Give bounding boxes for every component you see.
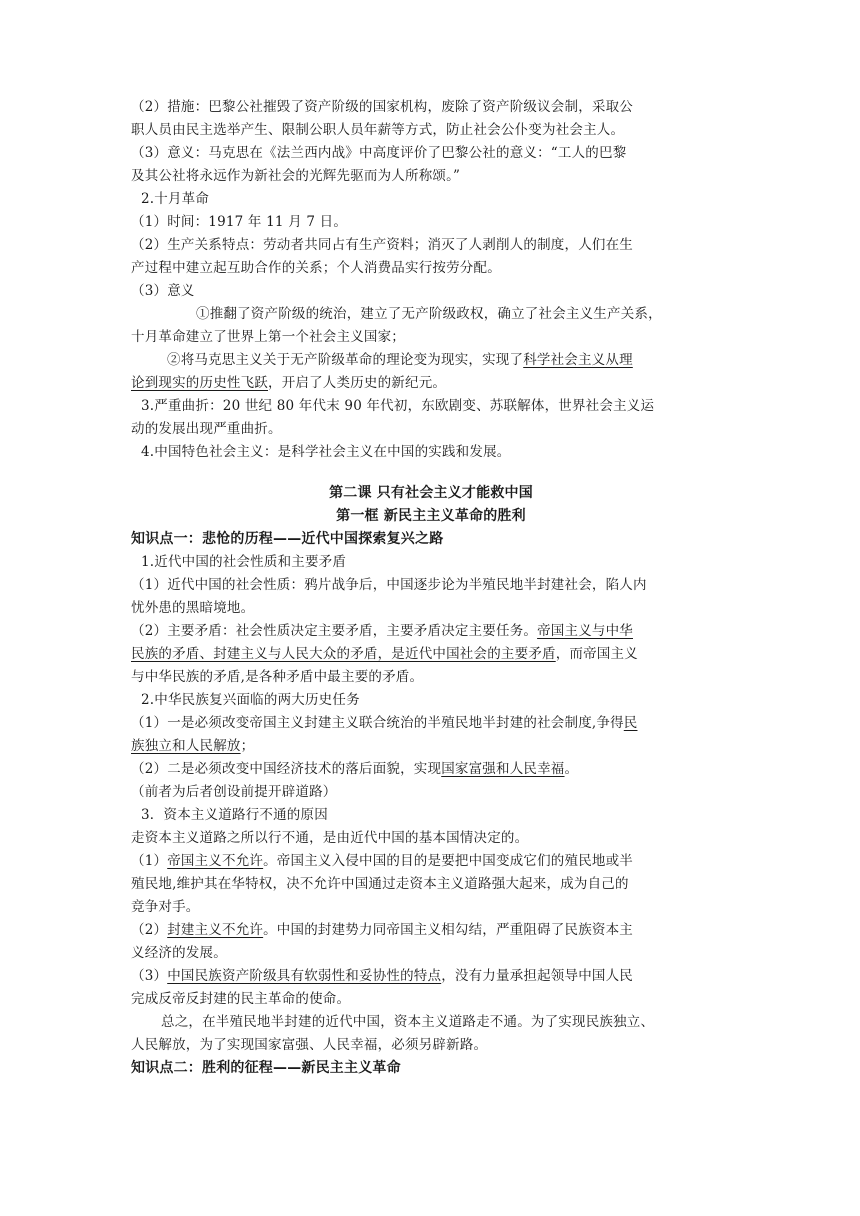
text-line: （3）中国民族资产阶级具有软弱性和妥协性的特点，没有力量承担起领导中国人民 [131, 968, 634, 984]
summary-line: 总之，在半殖民地半封建的近代中国，资本主义道路走不通。为了实现民族独立、 [161, 1014, 655, 1030]
frame-title: 第一框 新民主主义革命的胜利 [336, 508, 526, 524]
lesson-title: 第二课 只有社会主义才能救中国 [329, 485, 533, 501]
text-line: （2）二是必须改变中国经济技术的落后面貌，实现国家富强和人民幸福。 [131, 761, 579, 777]
section-heading: 3．资本主义道路行不通的原因 [141, 807, 328, 823]
text-line: 动的发展出现严重曲折。 [131, 421, 282, 437]
text-line: （2）生产关系特点：劳动者共同占有生产资料；消灭了人剥削人的制度，人们在生 [131, 237, 633, 253]
underlined-key-phrase: 封建主义不允许 [167, 922, 264, 938]
section-heading: 2.十月革命 [141, 191, 210, 207]
underlined-key-phrase: 帝国主义不允许 [167, 853, 264, 869]
text-line: 走资本主义道路之所以行不通，是由近代中国的基本国情决定的。 [131, 830, 529, 846]
summary-line: 人民解放，为了实现国家富强、人民幸福，必须另辟新路。 [131, 1037, 488, 1053]
text-line: 忧外患的黑暗境地。 [131, 600, 255, 616]
knowledge-point-heading: 知识点一：悲怆的历程——近代中国探索复兴之路 [131, 531, 444, 547]
text-line: （2）封建主义不允许。中国的封建势力同帝国主义相勾结，严重阻碍了民族资本主 [131, 922, 634, 938]
underlined-key-phrase: 科学社会主义从理 [523, 352, 633, 368]
underlined-key-phrase: 国家富强和人民幸福 [441, 761, 565, 777]
text-line: 十月革命建立了世界上第一个社会主义国家； [131, 329, 405, 345]
text-line: 产过程中建立起互助合作的关系；个人消费品实行按劳分配。 [131, 260, 501, 276]
text-line: ①推翻了资产阶级的统治，建立了无产阶级政权，确立了社会主义生产关系， [196, 306, 662, 322]
text-line: 与中华民族的矛盾,是各种矛盾中最主要的矛盾。 [131, 669, 424, 685]
underlined-key-phrase: 帝国主义与中华 [537, 623, 633, 639]
text-line: 殖民地,维护其在华特权，决不允许中国通过走资本主义道路强大起来，成为自己的 [131, 876, 629, 892]
text-line: 及其公社将永远作为新社会的光辉先驱而为人所称颂。” [131, 168, 461, 184]
text-line: 3.严重曲折：20 世纪 80 年代末 90 年代初，东欧剧变、苏联解体，世界社会主义运 [141, 398, 655, 414]
text-line: （2）主要矛盾：社会性质决定主要矛盾，主要矛盾决定主要任务。帝国主义与中华 [131, 623, 633, 639]
underlined-key-phrase: 民 [623, 715, 638, 731]
text-line: 族独立和人民解放； [131, 738, 255, 754]
text-line: （1）近代中国的社会性质：鸦片战争后，中国逐步论为半殖民地半封建社会，陷人内 [131, 577, 647, 593]
text-line: （3）意义 [131, 283, 195, 299]
text-line: 完成反帝反封建的民主革命的使命。 [131, 991, 351, 1007]
underlined-key-phrase: 民族的矛盾、封建主义与人民大众的矛盾，是近代中国社会的主要矛盾 [131, 646, 556, 662]
text-line: ②将马克思主义关于无产阶级革命的理论变为现实，实现了科学社会主义从理 [167, 352, 633, 368]
text-line: 论到现实的历史性飞跃，开启了人类历史的新纪元。 [131, 375, 447, 391]
text-line: （2）措施：巴黎公社摧毁了资产阶级的国家机构，废除了资产阶级议会制，采取公 [131, 99, 633, 115]
text-line: （1）时间：1917 年 11 月 7 日。 [131, 214, 348, 230]
text-line: 职人员由民主选举产生、限制公职人员年薪等方式，防止社会公仆变为社会主人。 [131, 122, 625, 138]
underlined-key-phrase: 论到现实的历史性飞跃 [131, 375, 268, 391]
section-heading: 1.近代中国的社会性质和主要矛盾 [141, 554, 347, 570]
note-line: （前者为后者创设前提开辟道路） [131, 784, 337, 800]
text-line: （3）意义：马克思在《法兰西内战》中高度评价了巴黎公社的意义：“工人的巴黎 [131, 145, 627, 161]
underlined-key-phrase: 族独立和人民解放 [131, 738, 241, 754]
section-heading: 2.中华民族复兴面临的两大历史任务 [141, 692, 360, 708]
text-line: （1）帝国主义不允许。帝国主义入侵中国的目的是要把中国变成它们的殖民地或半 [131, 853, 634, 869]
document-page [131, 96, 731, 1080]
knowledge-point-heading: 知识点二：胜利的征程——新民主主义革命 [131, 1060, 401, 1076]
text-line: 竞争对手。 [131, 899, 200, 915]
text-line: （1）一是必须改变帝国主义封建主义联合统治的半殖民地半封建的社会制度,争得民 [131, 715, 638, 731]
text-line: 4.中国特色社会主义：是科学社会主义在中国的实践和发展。 [141, 444, 511, 460]
text-line: 民族的矛盾、封建主义与人民大众的矛盾，是近代中国社会的主要矛盾，而帝国主义 [131, 646, 638, 662]
text-line: 义经济的发展。 [131, 945, 227, 961]
underlined-key-phrase: 中国民族资产阶级具有软弱性和妥协性的特点 [167, 968, 442, 984]
